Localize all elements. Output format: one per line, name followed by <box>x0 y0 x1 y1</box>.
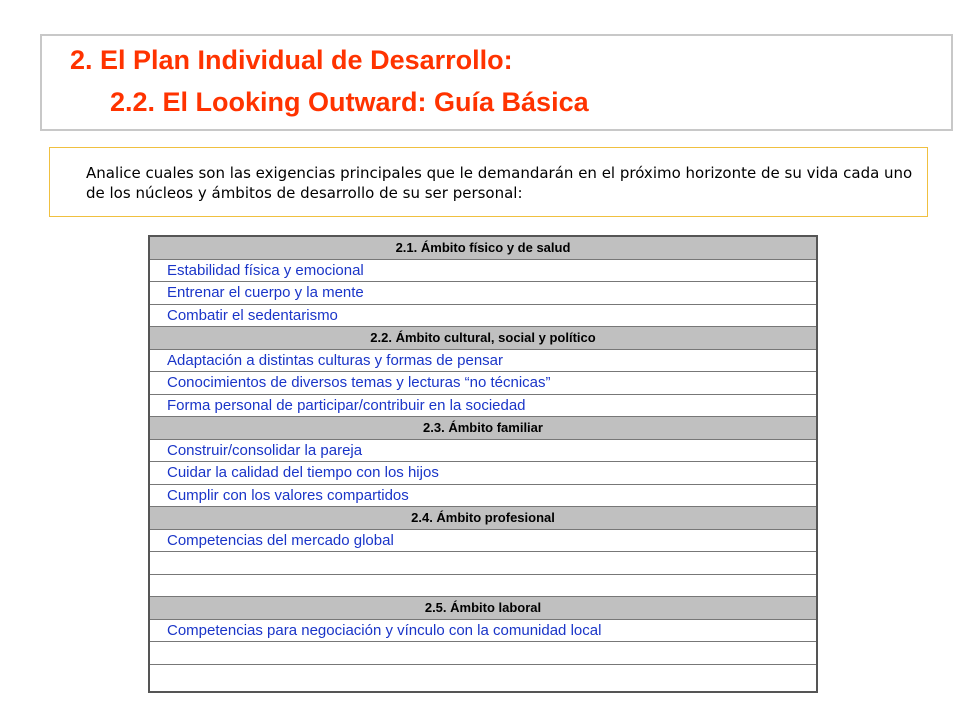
table-row <box>150 552 816 575</box>
table-row <box>150 665 816 688</box>
development-table <box>148 235 818 693</box>
section-header: 2.5. Ámbito laboral <box>150 597 816 620</box>
table-row <box>150 642 816 665</box>
table-row <box>150 575 816 598</box>
section-header: 2.1. Ámbito físico y de salud <box>150 237 816 260</box>
page-title: 2. El Plan Individual de Desarrollo: <box>70 45 513 75</box>
page-subtitle: 2.2. El Looking Outward: Guía Básica <box>110 87 589 117</box>
table-row: Cuidar la calidad del tiempo con los hijos <box>150 462 816 485</box>
table-row: Combatir el sedentarismo <box>150 305 816 328</box>
table-row: Cumplir con los valores compartidos <box>150 485 816 508</box>
table-row: Forma personal de participar/contribuir en la sociedad <box>150 395 816 418</box>
table-row: Adaptación a distintas culturas y formas de pensar <box>150 350 816 373</box>
section-header: 2.4. Ámbito profesional <box>150 507 816 530</box>
table-row: Conocimientos de diversos temas y lecturas “no técnicas” <box>150 372 816 395</box>
section-header: 2.3. Ámbito familiar <box>150 417 816 440</box>
title-box <box>40 34 953 131</box>
table-row: Competencias del mercado global <box>150 530 816 553</box>
instruction-box <box>49 147 928 217</box>
instruction-text: Analice cuales son las exigencias principales que le demandarán en el próximo horizonte de su vida cada uno de los núcleos y ámbitos de desarrollo de su ser personal: <box>86 164 913 202</box>
table-row: Competencias para negociación y vínculo con la comunidad local <box>150 620 816 643</box>
table-row: Entrenar el cuerpo y la mente <box>150 282 816 305</box>
table-row: Construir/consolidar la pareja <box>150 440 816 463</box>
section-header: 2.2. Ámbito cultural, social y político <box>150 327 816 350</box>
table-row: Estabilidad física y emocional <box>150 260 816 283</box>
